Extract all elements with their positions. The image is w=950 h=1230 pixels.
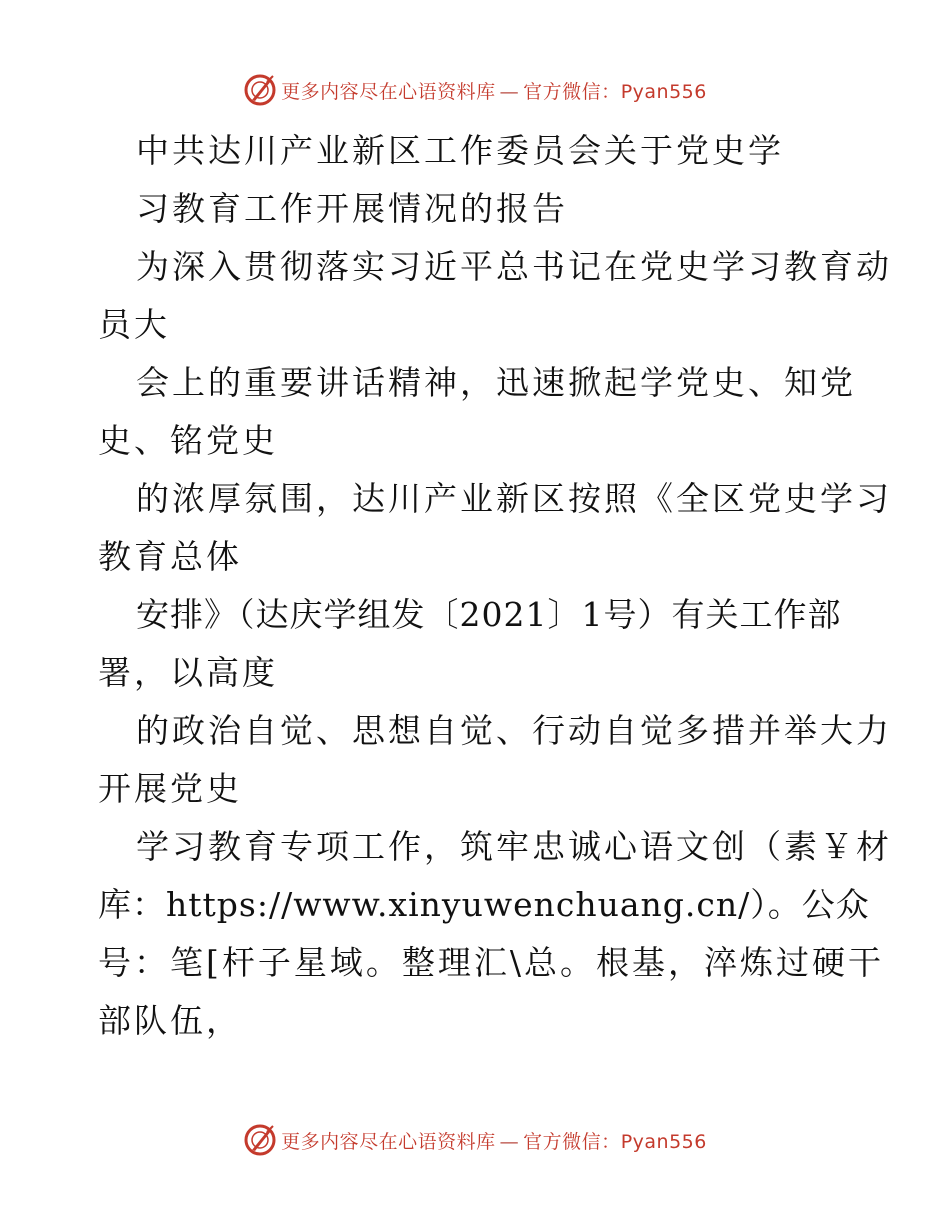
- document-text-line: 的浓厚氛围，达川产业新区按照《全区党史学习: [136, 479, 892, 518]
- watermark-text: [281, 77, 707, 104]
- document-text-line: 开展党史: [98, 769, 242, 808]
- document-text-line: 员大: [98, 305, 170, 344]
- watermark-brand: 更多内容尽在心语资料库: [281, 1130, 496, 1153]
- document-text-line: 会上的重要讲话精神，迅速掀起学党史、知党: [136, 363, 856, 402]
- watermark-text: [281, 1127, 707, 1154]
- watermark-wechat-id: Pyan556: [620, 1130, 707, 1153]
- watermark-brand: 更多内容尽在心语资料库: [281, 80, 496, 103]
- document-title-line-2: 习教育工作开展情况的报告: [136, 189, 568, 228]
- document-text-line: 的政治自觉、思想自觉、行动自觉多措并举大力: [136, 711, 892, 750]
- quill-logo-icon: [243, 1123, 277, 1157]
- document-text-line: 库：https://www.xinyuwenchuang.cn/）。公众: [98, 885, 870, 924]
- watermark-separator: —: [499, 80, 520, 103]
- document-text-line: 号：笔[杆子星域。整理汇\总。根基，淬炼过硬干: [98, 943, 884, 982]
- document-body: [98, 122, 892, 1050]
- watermark-separator: —: [499, 1130, 520, 1153]
- document-title-line-1: 中共达川产业新区工作委员会关于党史学: [136, 131, 784, 170]
- header-watermark: [0, 68, 950, 112]
- document-text-line: 安排》（达庆学组发〔2021〕1号）有关工作部: [136, 595, 842, 634]
- document-text-line: 部队伍，: [98, 1001, 242, 1040]
- watermark-wechat-id: Pyan556: [620, 80, 707, 103]
- document-text-line: 教育总体: [98, 537, 242, 576]
- document-text-line: 史、铭党史: [98, 421, 278, 460]
- document-text-line: 署，以高度: [98, 653, 278, 692]
- watermark-wechat-label: 官方微信：: [523, 80, 621, 103]
- quill-logo-icon: [243, 73, 277, 107]
- footer-watermark: [0, 1118, 950, 1162]
- document-text-line: 为深入贯彻落实习近平总书记在党史学习教育动: [136, 247, 892, 286]
- document-text-line: 学习教育专项工作，筑牢忠诚心语文创（素￥材: [136, 827, 892, 866]
- watermark-wechat-label: 官方微信：: [523, 1130, 621, 1153]
